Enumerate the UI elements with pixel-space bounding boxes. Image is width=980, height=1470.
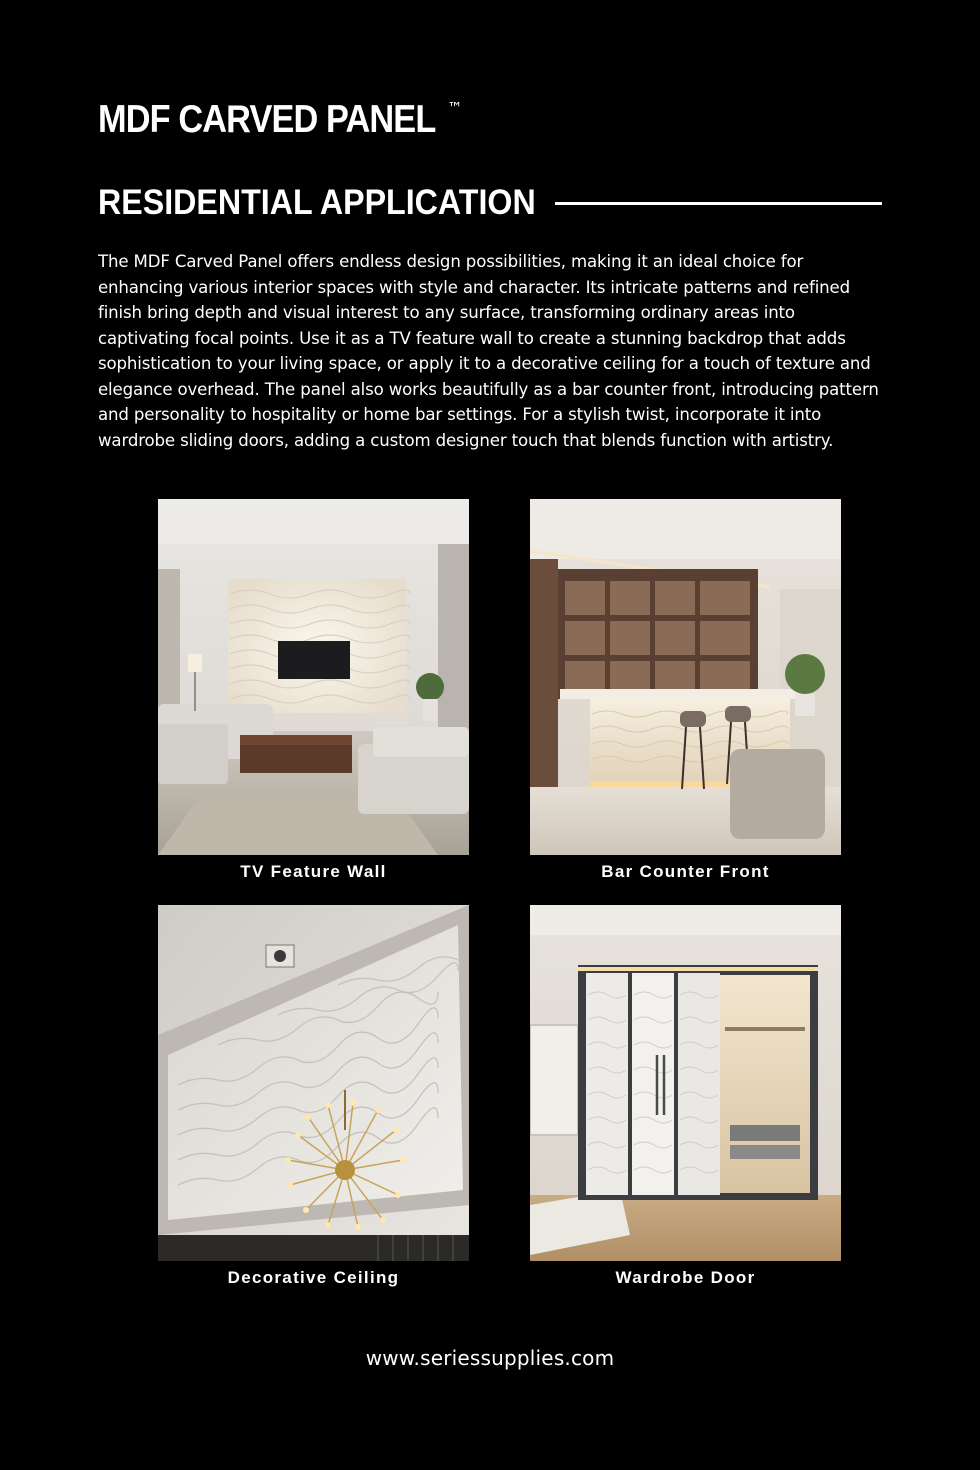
section-title: RESIDENTIAL APPLICATION bbox=[98, 183, 536, 222]
application-tile-bar-counter-front bbox=[530, 499, 841, 882]
intro-paragraph: The MDF Carved Panel offers endless design possibilities, making it an ideal choice for enhancing various interior spaces with style and character. Its intricate patterns and refined finish bring depth and visual interest to any surface, transforming ordinary areas into captivating focal points. Use it as a TV feature wall to create a stunning backdrop that adds sophistication to your living space, or apply it to a decorative ceiling for a touch of texture and elegance overhead. The panel also works beautifully as a bar counter front, introducing pattern and personality to hospitality or home bar settings. For a stylish twist, incorporate it into wardrobe sliding doors, adding a custom designer touch that blends function with artistry. bbox=[98, 252, 879, 450]
application-tile-wardrobe-door bbox=[530, 905, 841, 1288]
trademark-symbol: ™ bbox=[447, 99, 463, 117]
section-divider bbox=[555, 202, 882, 205]
application-tile-tv-feature-wall bbox=[158, 499, 469, 882]
wardrobe-door-illustration bbox=[530, 905, 841, 1261]
tv-feature-wall-illustration bbox=[158, 499, 469, 855]
wardrobe-door-photo bbox=[530, 905, 841, 1261]
bar-counter-front-caption: Bar Counter Front bbox=[601, 862, 770, 881]
brand-header bbox=[98, 94, 462, 146]
website-url[interactable]: www.seriessupplies.com bbox=[365, 1346, 615, 1370]
section-heading-row bbox=[98, 180, 882, 226]
wardrobe-door-caption: Wardrobe Door bbox=[615, 1268, 756, 1287]
bar-counter-front-illustration bbox=[530, 499, 841, 855]
bar-counter-front-photo bbox=[530, 499, 841, 855]
decorative-ceiling-caption: Decorative Ceiling bbox=[227, 1268, 400, 1287]
brand-title: MDF CARVED PANEL bbox=[98, 98, 436, 141]
decorative-ceiling-photo bbox=[158, 905, 469, 1261]
tv-feature-wall-caption: TV Feature Wall bbox=[240, 862, 387, 881]
decorative-ceiling-illustration bbox=[158, 905, 469, 1261]
application-tile-decorative-ceiling bbox=[158, 905, 469, 1288]
tv-feature-wall-photo bbox=[158, 499, 469, 855]
